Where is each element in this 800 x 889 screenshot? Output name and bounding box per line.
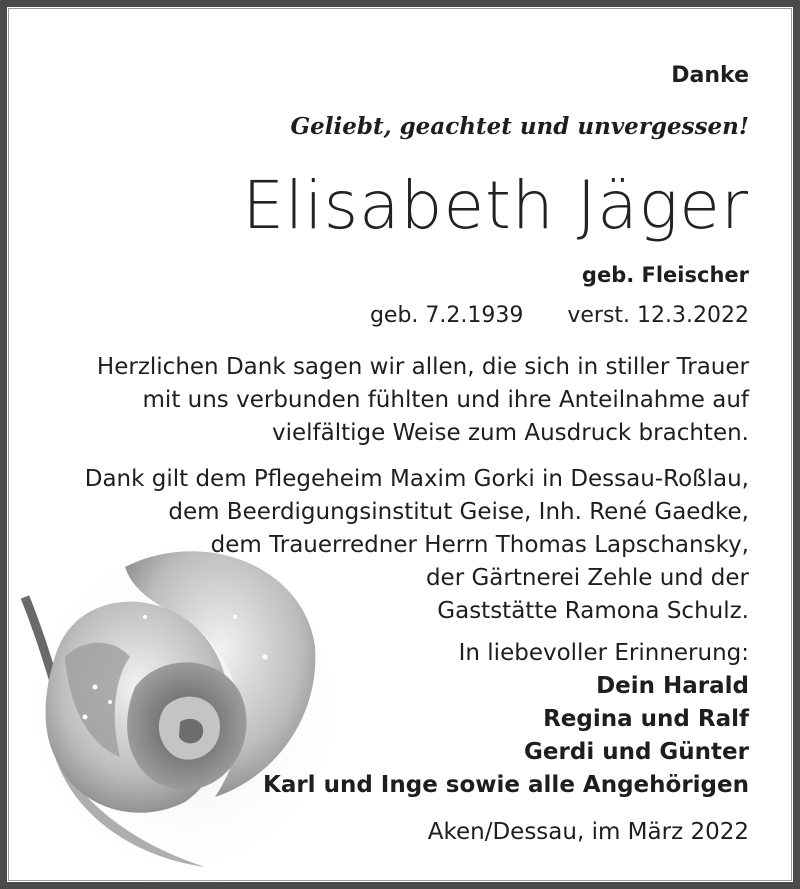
heading-danke: Danke xyxy=(671,63,749,88)
birth-date: geb. 7.2.1939 xyxy=(369,303,524,328)
deceased-name: Elisabeth Jäger xyxy=(242,167,749,244)
mourner-name: Regina und Ralf xyxy=(543,706,749,732)
special-thanks-line: dem Beerdigungsinstitut Geise, Inh. René Gaedke, xyxy=(168,499,749,525)
special-thanks-line: der Gärtnerei Zehle und der xyxy=(425,565,749,591)
special-thanks-paragraph xyxy=(85,463,749,628)
special-thanks-line: Gaststätte Ramona Schulz. xyxy=(437,598,749,624)
special-thanks-line: dem Trauerredner Herrn Thomas Lapschansky, xyxy=(210,532,749,558)
mourner-name: Gerdi und Günter xyxy=(524,739,749,765)
special-thanks-line: Dank gilt dem Pflegeheim Maxim Gorki in Dessau-Roßlau, xyxy=(84,466,749,492)
memory-intro: In liebevoller Erinnerung: xyxy=(458,640,749,666)
thanks-line: vielfältige Weise zum Ausdruck brachten. xyxy=(272,420,749,446)
motto: Geliebt, geachtet und unvergessen! xyxy=(290,113,749,140)
mourner-name: Karl und Inge sowie alle Angehörigen xyxy=(263,772,749,798)
thanks-line: mit uns verbunden fühlten und ihre Anteilnahme auf xyxy=(142,387,749,413)
maiden-name: geb. Fleischer xyxy=(581,263,749,287)
life-dates xyxy=(370,303,749,328)
place-date: Aken/Dessau, im März 2022 xyxy=(427,819,749,845)
mourner-name: Dein Harald xyxy=(596,673,749,699)
thanks-line: Herzlichen Dank sagen wir allen, die sich in stiller Trauer xyxy=(96,354,749,380)
death-date: verst. 12.3.2022 xyxy=(567,303,749,328)
memory-block xyxy=(263,637,749,802)
thanks-paragraph xyxy=(97,351,749,450)
